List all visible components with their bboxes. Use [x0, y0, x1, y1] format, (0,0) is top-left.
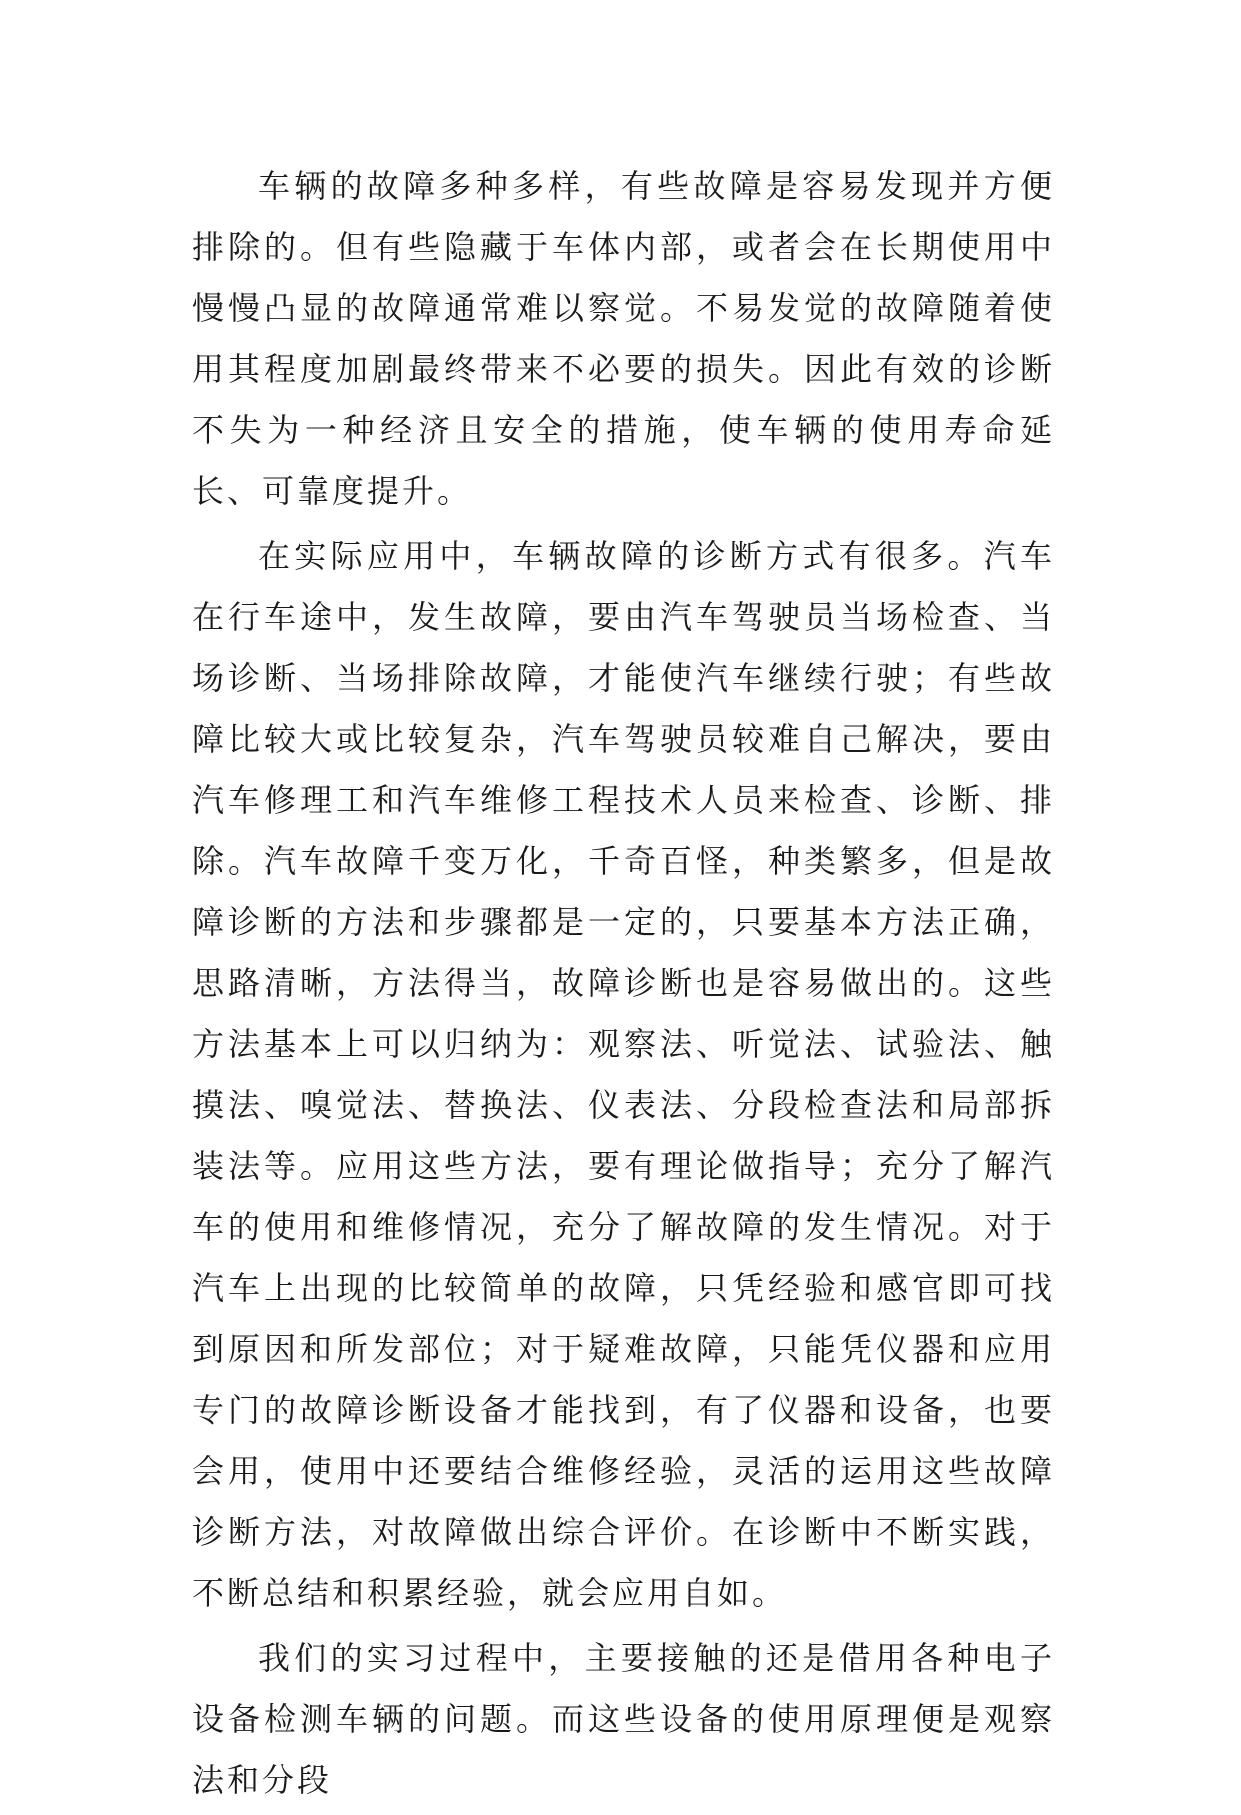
paragraph-1: 车辆的故障多种多样，有些故障是容易发现并方便排除的。但有些隐藏于车体内部，或者会在长期使用中慢慢凸显的故障通常难以察觉。不易发觉的故障随着使用其程度加剧最终带来不必要的损失。因此有效的诊断不失为一种经济且安全的措施，使车辆的使用寿命延长、可靠度提升。: [192, 167, 1055, 510]
paragraph-3: 我们的实习过程中，主要接触的还是借用各种电子设备检测车辆的问题。而这些设备的使用原理便是观察法和分段: [192, 1639, 1055, 1799]
document-body: [192, 156, 1055, 1815]
paragraph-2: 在实际应用中，车辆故障的诊断方式有很多。汽车在行车途中，发生故障，要由汽车驾驶员当场检查、当场诊断、当场排除故障，才能使汽车继续行驶；有些故障比较大或比较复杂，汽车驾驶员较难自己解决，要由汽车修理工和汽车维修工程技术人员来检查、诊断、排除。汽车故障千变万化，千奇百怪，种类繁多，但是故障诊断的方法和步骤都是一定的，只要基本方法正确，思路清晰，方法得当，故障诊断也是容易做出的。这些方法基本上可以归纳为：观察法、听觉法、试验法、触摸法、嗅觉法、替换法、仪表法、分段检查法和局部拆装法等。应用这些方法，要有理论做指导；充分了解汽车的使用和维修情况，充分了解故障的发生情况。对于汽车上出现的比较简单的故障，只凭经验和感官即可找到原因和所发部位；对于疑难故障，只能凭仪器和应用专门的故障诊断设备才能找到，有了仪器和设备，也要会用，使用中还要结合维修经验，灵活的运用这些故障诊断方法，对故障做出综合评价。在诊断中不断实践，不断总结和积累经验，就会应用自如。: [192, 537, 1055, 1612]
